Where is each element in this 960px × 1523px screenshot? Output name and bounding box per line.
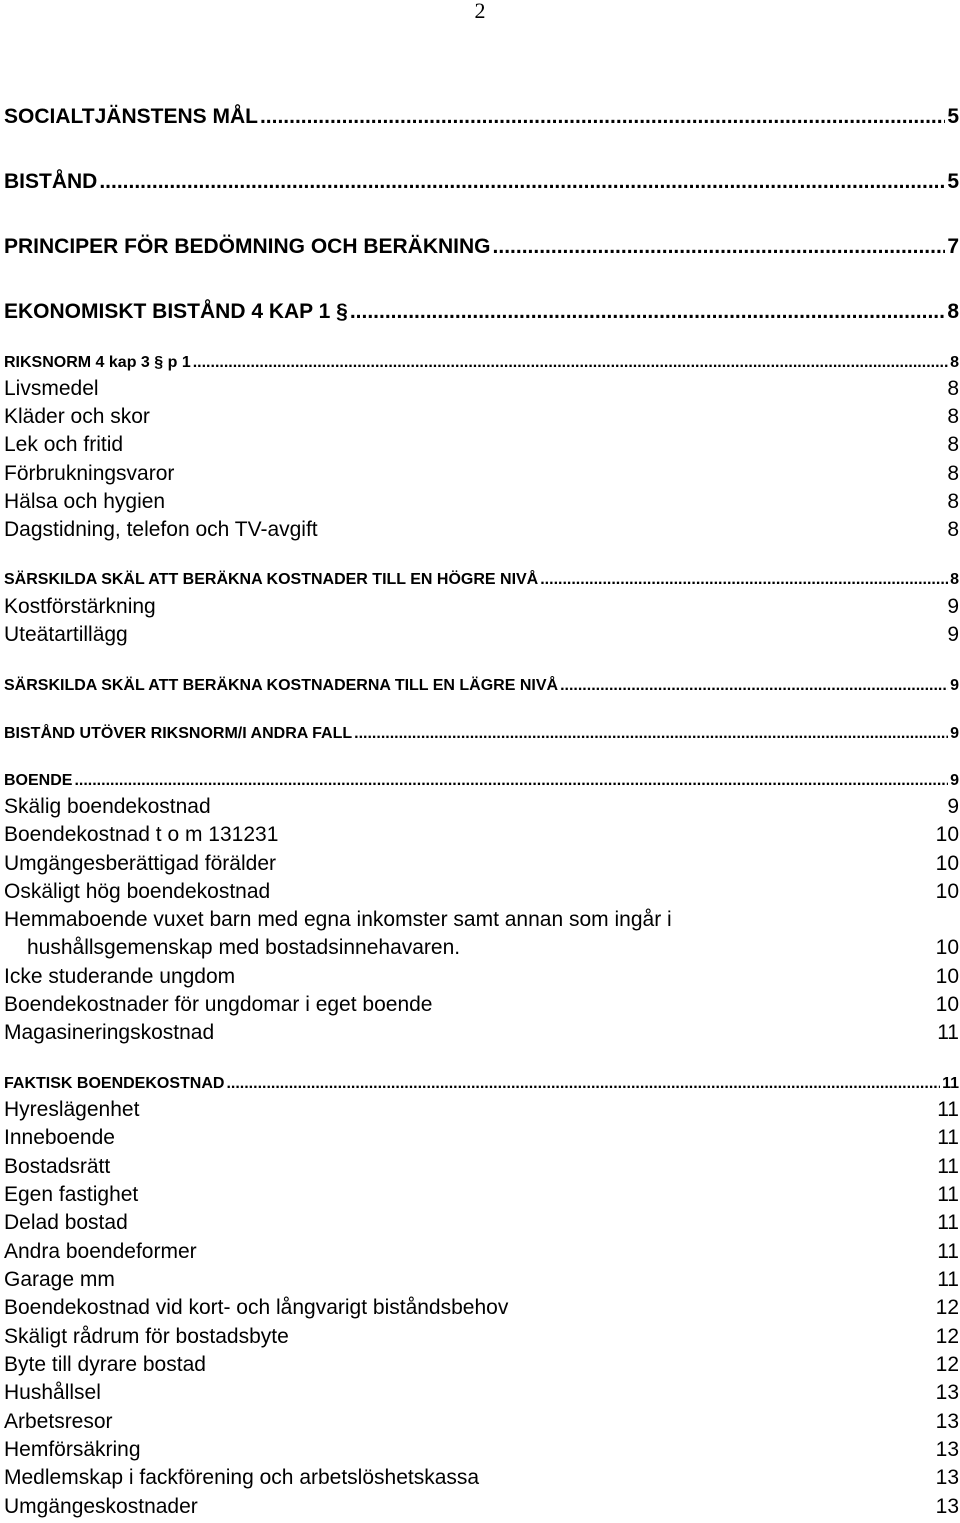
toc-leader-dots xyxy=(560,676,948,696)
toc-page-number: 11 xyxy=(937,1240,959,1263)
toc-entry[interactable] xyxy=(4,1210,959,1236)
toc-entry[interactable] xyxy=(4,461,959,487)
toc-page-number: 8 xyxy=(947,405,959,428)
toc-label: Medlemskap i fackförening och arbetslöshetskassa xyxy=(4,1466,480,1489)
toc-entry[interactable] xyxy=(4,1465,959,1491)
toc-leader-dots xyxy=(193,353,948,373)
toc-entry[interactable] xyxy=(4,622,959,648)
toc-entry[interactable] xyxy=(4,594,959,620)
toc-entry-lagre-niva[interactable] xyxy=(4,676,959,696)
toc-label: Kläder och skor xyxy=(4,405,150,428)
toc-page-number: 12 xyxy=(935,1296,959,1319)
toc-label: Bostadsrätt xyxy=(4,1155,111,1178)
toc-label: SOCIALTJÄNSTENS MÅL xyxy=(4,105,258,128)
toc-entry-faktisk-boendekostnad[interactable] xyxy=(4,1074,959,1094)
toc-page-number: 5 xyxy=(947,170,959,193)
toc-page-number: 13 xyxy=(935,1381,959,1404)
toc-leader-dots xyxy=(99,169,945,195)
toc-entry[interactable] xyxy=(4,1182,959,1208)
toc-label: Skälig boendekostnad xyxy=(4,795,211,818)
toc-entry[interactable] xyxy=(4,1125,959,1151)
toc-entry[interactable] xyxy=(4,1154,959,1180)
toc-entry[interactable] xyxy=(4,1097,959,1123)
toc-entry-ekonomiskt-bistand[interactable] xyxy=(4,299,959,325)
toc-entry[interactable] xyxy=(4,1494,959,1520)
toc-page-number: 13 xyxy=(935,1410,959,1433)
toc-leader-dots xyxy=(260,104,945,130)
toc-page-number: 13 xyxy=(935,1466,959,1489)
toc-label: Livsmedel xyxy=(4,377,99,400)
toc-page-number: 11 xyxy=(937,1211,959,1234)
toc-label: Boendekostnad vid kort- och långvarigt biståndsbehov xyxy=(4,1296,509,1319)
toc-page-number: 8 xyxy=(947,462,959,485)
toc-page-number: 8 xyxy=(947,433,959,456)
toc-page-number: 8 xyxy=(947,518,959,541)
toc-page-number: 11 xyxy=(937,1268,959,1291)
toc-entry[interactable] xyxy=(4,1324,959,1350)
toc-leader-dots xyxy=(350,299,945,325)
toc-label: Boendekostnader för ungdomar i eget boende xyxy=(4,993,433,1016)
toc-label: BISTÅND xyxy=(4,170,98,193)
toc-page-number: 8 xyxy=(950,571,959,588)
toc-label: Oskäligt hög boendekostnad xyxy=(4,880,271,903)
toc-label: SÄRSKILDA SKÄL ATT BERÄKNA KOSTNADER TILL EN HÖGRE NIVÅ xyxy=(4,571,539,588)
toc-page-number: 10 xyxy=(935,965,959,988)
toc-leader-dots xyxy=(74,771,948,791)
toc-entry[interactable] xyxy=(4,794,959,820)
toc-entry[interactable] xyxy=(4,851,959,877)
toc-page-number: 9 xyxy=(947,623,959,646)
toc-label: Boendekostnad t o m 131231 xyxy=(4,823,279,846)
toc-entry[interactable] xyxy=(4,992,959,1018)
toc-page-number: 5 xyxy=(947,105,959,128)
toc-label: Uteätartillägg xyxy=(4,623,128,646)
toc-entry-riksnorm[interactable] xyxy=(4,353,959,373)
toc-page-number: 8 xyxy=(947,300,959,323)
toc-label: RIKSNORM 4 kap 3 § p 1 xyxy=(4,354,191,371)
toc-entry[interactable] xyxy=(4,489,959,515)
toc-page-number: 9 xyxy=(950,677,959,694)
toc-page-number: 11 xyxy=(937,1098,959,1121)
toc-label: BOENDE xyxy=(4,772,73,789)
toc-label: Förbrukningsvaror xyxy=(4,462,175,485)
page-number: 2 xyxy=(474,0,486,23)
toc-label: PRINCIPER FÖR BEDÖMNING OCH BERÄKNING xyxy=(4,235,491,258)
toc-page-number: 10 xyxy=(935,880,959,903)
toc-entry[interactable] xyxy=(4,1267,959,1293)
toc-page-number: 8 xyxy=(947,377,959,400)
toc-label: BISTÅND UTÖVER RIKSNORM/I ANDRA FALL xyxy=(4,725,353,742)
toc-page-number: 12 xyxy=(935,1353,959,1376)
toc-page-number: 9 xyxy=(947,595,959,618)
toc-label: Delad bostad xyxy=(4,1211,128,1234)
toc-page-number: 10 xyxy=(935,852,959,875)
toc-label: FAKTISK BOENDEKOSTNAD xyxy=(4,1075,225,1092)
toc-label: Hälsa och hygien xyxy=(4,490,166,513)
toc-page-number: 7 xyxy=(947,235,959,258)
toc-label-line1: Hemmaboende vuxet barn med egna inkomster samt annan som ingår i xyxy=(4,908,672,931)
toc-entry[interactable] xyxy=(4,879,959,905)
toc-page-number: 12 xyxy=(935,1325,959,1348)
toc-leader-dots xyxy=(493,234,946,260)
toc-entry[interactable] xyxy=(4,404,959,430)
toc-page-number: 11 xyxy=(937,1155,959,1178)
toc-page-number: 10 xyxy=(935,823,959,846)
toc-label: Umgängesberättigad förälder xyxy=(4,852,276,875)
toc-entry[interactable] xyxy=(4,517,959,543)
toc-label: Arbetsresor xyxy=(4,1410,113,1433)
toc-entry[interactable] xyxy=(4,376,959,402)
toc-entry-principer[interactable] xyxy=(4,234,959,260)
toc-entry-socialtjanstens-mal[interactable] xyxy=(4,104,959,130)
toc-page-number: 13 xyxy=(935,1438,959,1461)
toc-page-number: 9 xyxy=(950,725,959,742)
toc-label: Inneboende xyxy=(4,1126,115,1149)
toc-label: Hushållsel xyxy=(4,1381,101,1404)
toc-page-number: 8 xyxy=(950,354,959,371)
toc-label: Dagstidning, telefon och TV-avgift xyxy=(4,518,318,541)
toc-page-number: 8 xyxy=(947,490,959,513)
toc-entry[interactable] xyxy=(4,1020,959,1046)
toc-label: SÄRSKILDA SKÄL ATT BERÄKNA KOSTNADERNA TILL EN LÄGRE NIVÅ xyxy=(4,677,559,694)
toc-entry-bistand-utover[interactable] xyxy=(4,724,959,744)
toc-label-line2: hushållsgemenskap med bostadsinnehavaren. xyxy=(27,936,461,959)
toc-label: Hemförsäkring xyxy=(4,1438,141,1461)
toc-entry[interactable] xyxy=(4,1352,959,1378)
toc-entry[interactable] xyxy=(4,1437,959,1463)
toc-leader-dots xyxy=(540,570,948,590)
toc-entry[interactable] xyxy=(4,1295,959,1321)
toc-entry[interactable] xyxy=(4,964,959,990)
toc-page-number: 11 xyxy=(937,1183,959,1206)
toc-page-number: 11 xyxy=(937,1126,959,1149)
toc-entry[interactable] xyxy=(4,432,959,458)
toc-label: Hyreslägenhet xyxy=(4,1098,140,1121)
toc-label: Umgängeskostnader xyxy=(4,1495,198,1518)
toc-page-number: 13 xyxy=(935,1495,959,1518)
toc-entry-hogre-niva[interactable] xyxy=(4,570,959,590)
toc-entry-hemmaboende[interactable] xyxy=(4,906,959,962)
toc-page-number: 9 xyxy=(950,772,959,789)
toc-page-number: 9 xyxy=(947,795,959,818)
toc-page-number: 11 xyxy=(937,1021,959,1044)
toc-entry[interactable] xyxy=(4,1239,959,1265)
toc-label: Andra boendeformer xyxy=(4,1240,197,1263)
toc-label: Garage mm xyxy=(4,1268,115,1291)
toc-entry-boende[interactable] xyxy=(4,771,959,791)
toc-label: EKONOMISKT BISTÅND 4 KAP 1 § xyxy=(4,300,348,323)
toc-entry-bistand[interactable] xyxy=(4,169,959,195)
toc-label: Icke studerande ungdom xyxy=(4,965,236,988)
toc-label: Byte till dyrare bostad xyxy=(4,1353,206,1376)
toc-leader-dots xyxy=(226,1074,940,1094)
toc-label: Egen fastighet xyxy=(4,1183,139,1206)
toc-label: Lek och fritid xyxy=(4,433,124,456)
toc-page-number: 11 xyxy=(942,1075,959,1092)
toc-label: Skäligt rådrum för bostadsbyte xyxy=(4,1325,289,1348)
toc-page-number: 10 xyxy=(935,936,959,959)
toc-entry[interactable] xyxy=(4,1409,959,1435)
toc-label: Magasineringskostnad xyxy=(4,1021,215,1044)
toc-entry[interactable] xyxy=(4,1380,959,1406)
toc-page-number: 10 xyxy=(935,993,959,1016)
toc-label: Kostförstärkning xyxy=(4,595,156,618)
toc-entry[interactable] xyxy=(4,822,959,848)
toc-leader-dots xyxy=(354,724,948,744)
